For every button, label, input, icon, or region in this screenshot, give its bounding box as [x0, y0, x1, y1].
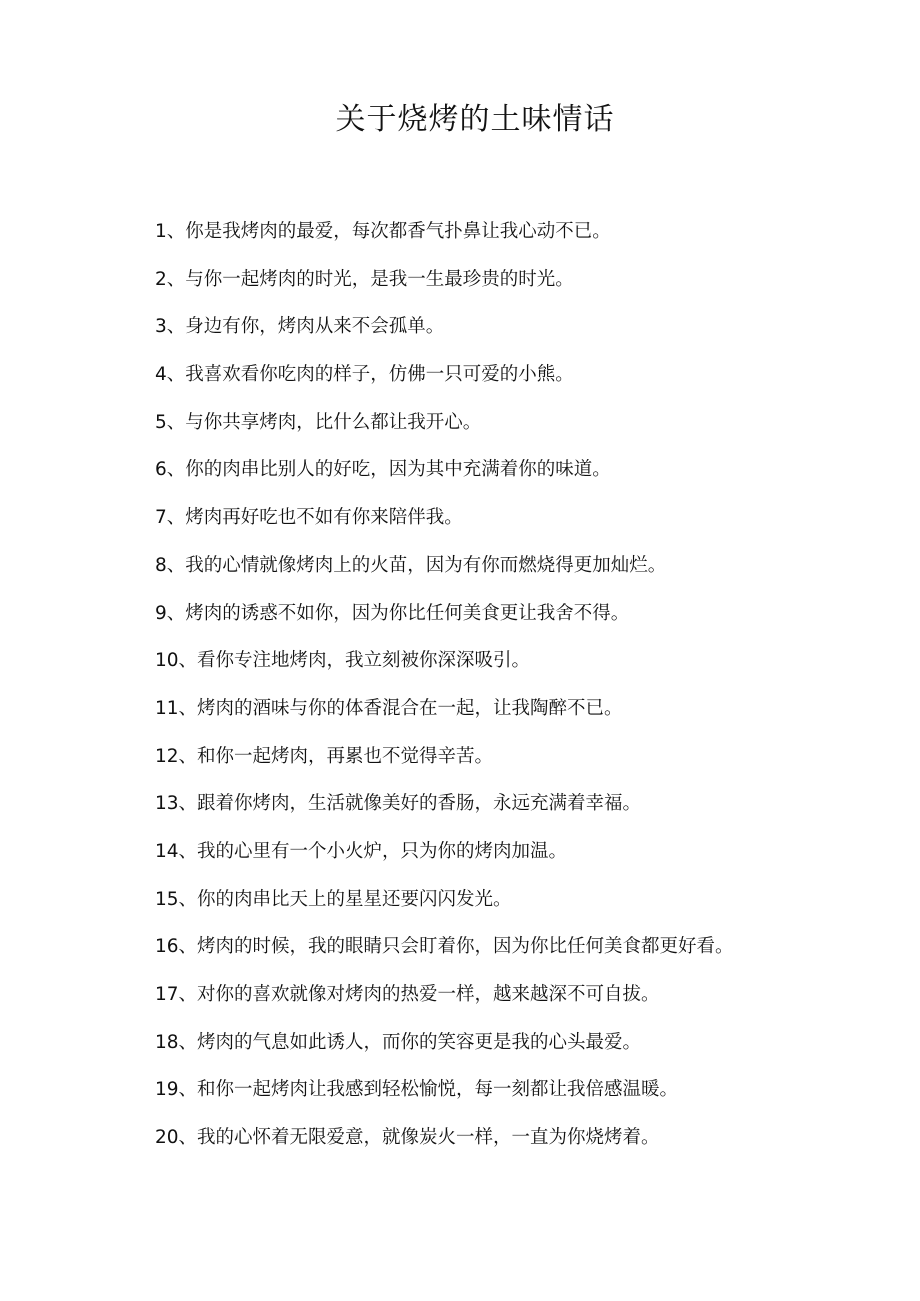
list-item: 19、和你一起烤肉让我感到轻松愉悦，每一刻都让我倍感温暖。 [155, 1079, 679, 1101]
list-item: 13、跟着你烤肉，生活就像美好的香肠，永远充满着幸福。 [155, 793, 642, 815]
list-item: 9、烤肉的诱惑不如你，因为你比任何美食更让我舍不得。 [155, 602, 630, 624]
list-item: 6、你的肉串比别人的好吃，因为其中充满着你的味道。 [155, 459, 611, 481]
list-item: 20、我的心怀着无限爱意，就像炭火一样，一直为你烧烤着。 [155, 1127, 660, 1149]
list-item: 7、烤肉再好吃也不如有你来陪伴我。 [155, 507, 463, 529]
list-item: 4、我喜欢看你吃肉的样子，仿佛一只可爱的小熊。 [155, 364, 574, 386]
list-item: 5、与你共享烤肉，比什么都让我开心。 [155, 411, 482, 433]
list-item: 2、与你一起烤肉的时光，是我一生最珍贵的时光。 [155, 268, 574, 290]
list-item: 18、烤肉的气息如此诱人，而你的笑容更是我的心头最爱。 [155, 1031, 642, 1053]
list-item: 3、身边有你，烤肉从来不会孤单。 [155, 316, 445, 338]
page-title: 关于烧烤的土味情话 [335, 102, 615, 137]
list-item: 12、和你一起烤肉，再累也不觉得辛苦。 [155, 745, 494, 767]
list-item: 11、烤肉的酒味与你的体香混合在一起，让我陶醉不已。 [155, 697, 623, 719]
list-item: 16、烤肉的时候，我的眼睛只会盯着你，因为你比任何美食都更好看。 [155, 936, 734, 958]
list-item: 14、我的心里有一个小火炉，只为你的烤肉加温。 [155, 840, 568, 862]
list-item: 15、你的肉串比天上的星星还要闪闪发光。 [155, 888, 512, 910]
list-item: 8、我的心情就像烤肉上的火苗，因为有你而燃烧得更加灿烂。 [155, 554, 667, 576]
list-item: 17、对你的喜欢就像对烤肉的热爱一样，越来越深不可自拔。 [155, 984, 660, 1005]
phrase-list [155, 214, 895, 1168]
list-item: 1、你是我烤肉的最爱，每次都香气扑鼻让我心动不已。 [155, 221, 611, 242]
list-item: 10、看你专注地烤肉，我立刻被你深深吸引。 [155, 650, 531, 672]
